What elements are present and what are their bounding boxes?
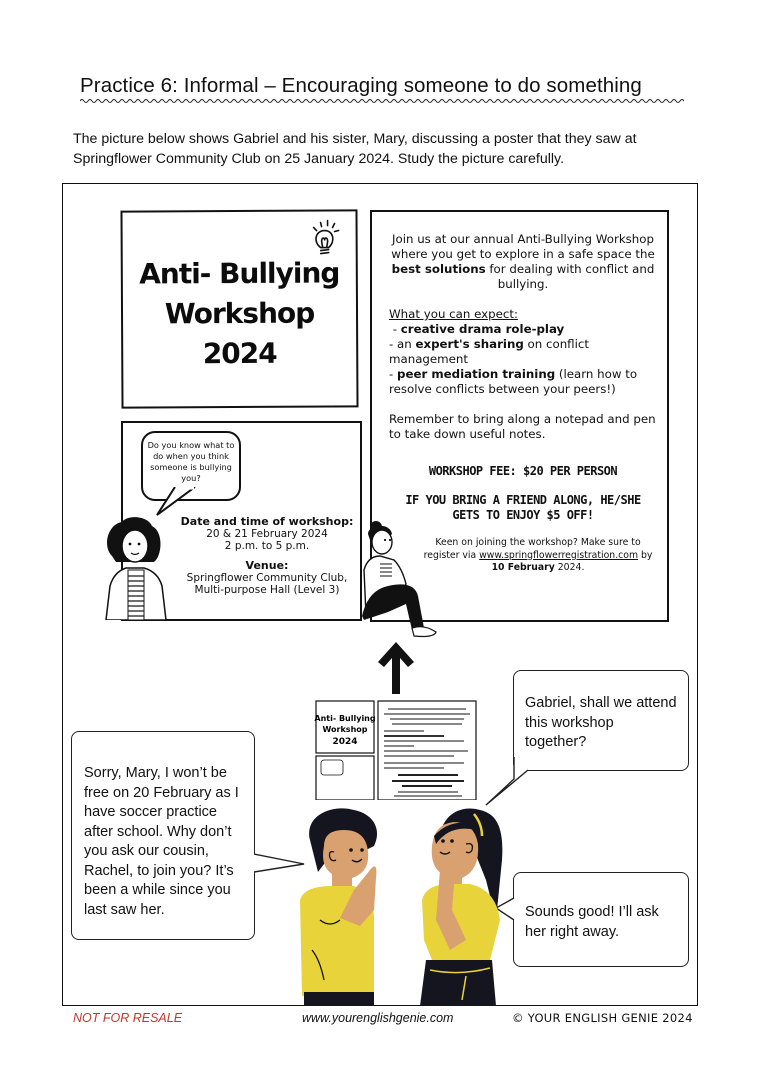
expect-item: - creative drama role-play (389, 322, 565, 336)
headline-line-3: 2024 (202, 336, 277, 371)
date-label: Date and time of workshop: (180, 515, 354, 528)
svg-text:2024: 2024 (332, 737, 358, 747)
venue-line-1: Springflower Community Club, (186, 572, 348, 584)
intro-paragraph: The picture below shows Gabriel and his sister, Mary, discussing a poster that they saw at Springflower Community Club on 25 January 2024. Study the picture carefully. (73, 131, 637, 167)
speech-bubble-gabriel: Sorry, Mary, I won’t be free on 20 February as I have soccer practice after school. Why don’t you ask our cousin, Rachel, to join you? It’s been a while since you last saw her. (71, 731, 255, 940)
expect-item: - an expert's sharing on conflict management (389, 337, 590, 366)
reminder-text: Remember to bring along a notepad and pen to take down useful notes. (389, 412, 656, 441)
poster-title-panel (120, 209, 358, 408)
page-title: Practice 6: Informal – Encouraging someone to do something (80, 74, 642, 97)
registration-link[interactable]: www.springflowerregistration.com (479, 549, 639, 561)
speech-bubble-mary-2: Sounds good! I’ll ask her right away. (513, 872, 689, 967)
copyright-notice: © YOUR ENGLISH GENIE 2024 (512, 1011, 693, 1025)
venue-label: Venue: (245, 559, 289, 572)
venue-line-2: Multi-purpose Hall (Level 3) (194, 584, 340, 596)
mini-poster-thumbnail (314, 700, 479, 800)
svg-text:Workshop: Workshop (322, 725, 368, 734)
headline-line-1: Anti- Bullying (139, 256, 340, 291)
woman-illustration (104, 516, 168, 620)
speech-bubble-mary-1: Gabriel, shall we attend this workshop together? (513, 670, 689, 771)
svg-text:Anti- Bullying: Anti- Bullying (314, 714, 376, 723)
time-value: 2 p.m. to 5 p.m. (224, 540, 310, 552)
seated-girl-illustration (358, 520, 440, 640)
expect-heading: What you can expect: (389, 307, 518, 321)
poster-headline (123, 253, 357, 374)
friend-offer: IF YOU BRING A FRIEND ALONG, HE/SHE GETS TO ENJOY $5 OFF! (405, 493, 641, 522)
workshop-details (178, 516, 356, 596)
date-value: 20 & 21 February 2024 (206, 528, 328, 540)
lightbulb-icon (308, 219, 342, 259)
question-bubble: Do you know what to do when you think someone is bullying you? (141, 431, 241, 501)
headline-line-2: Workshop (164, 296, 315, 331)
registration-text: Keen on joining the workshop? Make sure to register via www.springflowerregistration.com by 10 February 2024. (423, 537, 653, 573)
poster-intro: Join us at our annual Anti-Bullying Workshop where you get to explore in a safe space the best solutions for dealing with conflict and bullying. (391, 232, 655, 291)
gabriel-and-mary-illustration (290, 800, 510, 1006)
expect-item: - peer mediation training (learn how to resolve conflicts between your peers!) (389, 367, 638, 396)
not-for-resale-label: NOT FOR RESALE (73, 1011, 183, 1025)
workshop-fee: WORKSHOP FEE: $20 PER PERSON (428, 464, 618, 478)
bubble-tail (155, 487, 205, 517)
wavy-underline (80, 98, 684, 104)
arrow-up-icon (378, 642, 414, 694)
website-link[interactable]: www.yourenglishgenie.com (302, 1011, 454, 1025)
